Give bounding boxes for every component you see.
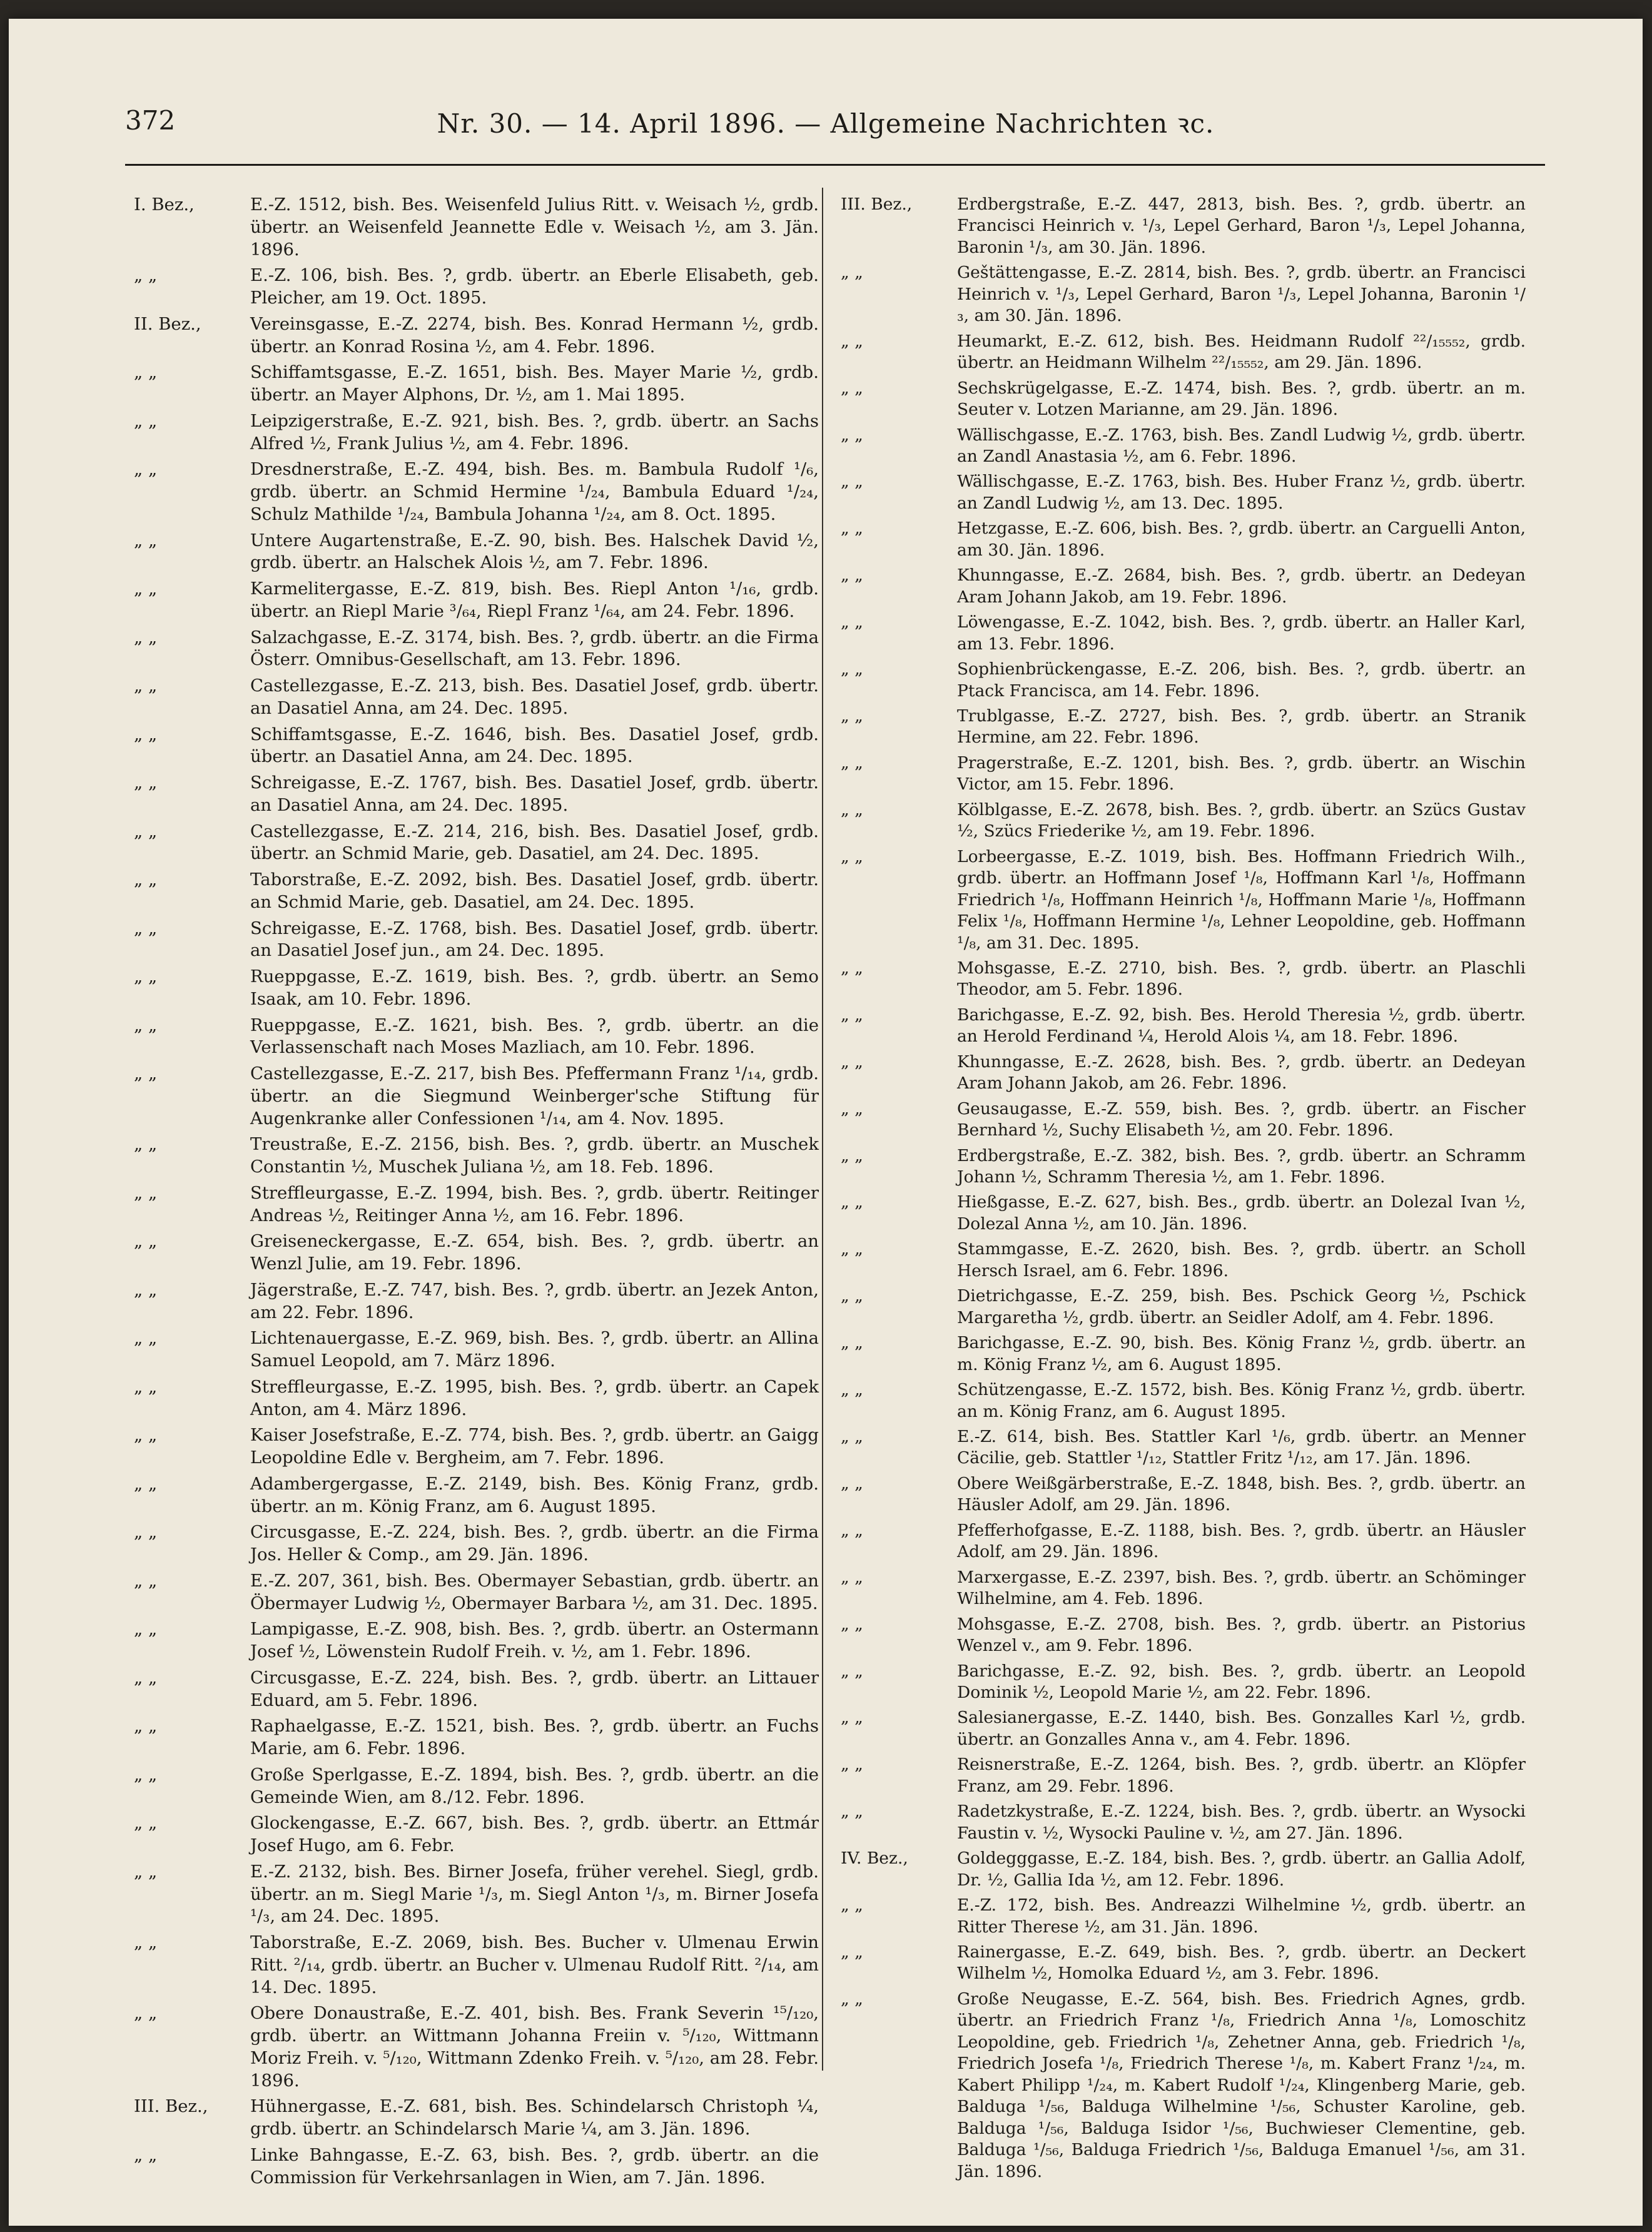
entry-text: Erdbergstraße, E.-Z. 382, bish. Bes. ?, grdb. übertr. an Schramm Johann ½, Schramm Theresia ½, am 1. Febr. 1896. — [957, 1145, 1526, 1187]
register-entry — [841, 1520, 1526, 1563]
header-rule — [125, 164, 1545, 166]
register-entry — [134, 2002, 819, 2092]
register-entry — [841, 471, 1526, 514]
register-entry — [841, 1286, 1526, 1329]
district-label: „ „ — [841, 519, 863, 539]
district-label: II. Bez., — [134, 313, 201, 334]
entry-text: E.-Z. 207, 361, bish. Bes. Obermayer Sebastian, grdb. übertr. an Öbermayer Ludwig ½, Obermayer Barbara ½, am 31. Dec. 1895. — [250, 1570, 819, 1613]
district-label: „ „ — [841, 566, 863, 586]
register-entry — [841, 1192, 1526, 1235]
district-label: „ „ — [134, 410, 158, 431]
register-entry — [841, 1848, 1526, 1891]
register-entry — [134, 1230, 819, 1276]
entry-text: Rainergasse, E.-Z. 649, bish. Bes. ?, grdb. übertr. an Deckert Wilhelm ½, Homolka Eduard ½, am 3. Febr. 1896. — [957, 1942, 1526, 1984]
entry-text: Trublgasse, E.-Z. 2727, bish. Bes. ?, grdb. übertr. an Stranik Hermine, am 22. Febr. 1896. — [957, 706, 1526, 748]
district-label: „ „ — [134, 530, 158, 550]
register-entry — [134, 1715, 819, 1760]
register-entry — [841, 1801, 1526, 1844]
entry-text: Barichgasse, E.-Z. 92, bish. Bes. Herold Theresia ½, grdb. übertr. an Herold Ferdinand ¼, Herold Alois ¼, am 18. Febr. 1896. — [957, 1005, 1526, 1047]
district-label: „ „ — [841, 1942, 863, 1962]
district-label: „ „ — [841, 958, 863, 978]
document-page — [9, 19, 1643, 2226]
district-label: „ „ — [134, 1376, 158, 1397]
register-entry — [134, 1279, 819, 1324]
entry-text: E.-Z. 172, bish. Bes. Andreazzi Wilhelmine ½, grdb. übertr. an Ritter Therese ½, am 31. Jän. 1896. — [957, 1895, 1526, 1937]
register-entry — [841, 1239, 1526, 1282]
register-entry — [841, 194, 1526, 258]
register-entry — [841, 799, 1526, 843]
district-label: „ „ — [134, 1764, 158, 1785]
entry-text: Marxergasse, E.-Z. 2397, bish. Bes. ?, grdb. übertr. an Schöminger Wilhelmine, am 4. Feb. 1896. — [957, 1567, 1526, 1609]
district-label: „ „ — [841, 753, 863, 773]
district-label: „ „ — [841, 263, 863, 283]
district-label: „ „ — [134, 1473, 158, 1494]
register-entry — [134, 1134, 819, 1179]
entry-text: Große Neugasse, E.-Z. 564, bish. Bes. Friedrich Agnes, grdb. übertr. an Friedrich Franz ¹/₈, Friedrich Anna ¹/₈, Lomoschitz Leopoldine, geb. Friedrich ¹/₈, Zehetner Anna, geb. Friedrich ¹/₈, Friedrich Josefa ¹/₈, Friedrich Therese ¹/₈, m. Kabert Franz ¹/₂₄, m. Kabert Philipp ¹/₂₄, m. Kabert Rudolf ¹/₂₄, Klingenberg Marie, geb. Balduga ¹/₅₆, Balduga Wilhelmine ¹/₅₆, Schuster Karoline, geb. Balduga ¹/₅₆, Balduga Isidor ¹/₅₆, Buchwieser Clementine, geb. Balduga ¹/₅₆, Balduga Friedrich ¹/₅₆, Balduga Emanuel ¹/₅₆, am 31. Jän. 1896. — [957, 1989, 1526, 2181]
district-label: „ „ — [134, 1063, 158, 1083]
entry-text: E.-Z. 1512, bish. Bes. Weisenfeld Julius Ritt. v. Weisach ½, grdb. übertr. an Weisenfeld Jeannette Edle v. Weisach ½, am 3. Jän. 1896. — [250, 195, 819, 260]
entry-text: Vereinsgasse, E.-Z. 2274, bish. Bes. Konrad Hermann ½, grdb. übertr. an Konrad Rosina ½, am 4. Febr. 1896. — [250, 313, 819, 357]
register-entry — [841, 378, 1526, 421]
entry-text: Dresdnerstraße, E.-Z. 494, bish. Bes. m. Bambula Rudolf ¹/₆, grdb. übertr. an Schmid Hermine ¹/₂₄, Bambula Eduard ¹/₂₄, Schulz Mathilde ¹/₂₄, Bambula Johanna ¹/₂₄, am 8. Oct. 1895. — [250, 459, 819, 524]
district-label: „ „ — [841, 846, 863, 866]
register-entry — [134, 1521, 819, 1566]
entry-text: Linke Bahngasse, E.-Z. 63, bish. Bes. ?, grdb. übertr. an die Commission für Verkehrsanlagen in Wien, am 7. Jän. 1896. — [250, 2144, 819, 2188]
district-label: „ „ — [134, 1279, 158, 1300]
entry-text: Castellezgasse, E.-Z. 213, bish. Bes. Dasatiel Josef, grdb. übertr. an Dasatiel Anna, am 24. Dec. 1895. — [250, 676, 819, 718]
district-label: „ „ — [134, 1522, 158, 1543]
entry-text: Radetzkystraße, E.-Z. 1224, bish. Bes. ?, grdb. übertr. an Wysocki Faustin v. ½, Wysocki Pauline v. ½, am 27. Jän. 1896. — [957, 1802, 1526, 1843]
register-entry — [134, 1327, 819, 1372]
register-entry — [841, 1661, 1526, 1704]
entry-text: Leipzigerstraße, E.-Z. 921, bish. Bes. ?, grdb. übertr. an Sachs Alfred ½, Frank Julius ½, am 4. Febr. 1896. — [250, 410, 819, 454]
register-entry — [134, 265, 819, 310]
entry-text: Pfefferhofgasse, E.-Z. 1188, bish. Bes. ?, grdb. übertr. an Häusler Adolf, am 29. Jän. 1896. — [957, 1520, 1526, 1562]
register-entry — [841, 425, 1526, 468]
register-entry — [841, 659, 1526, 702]
district-label: „ „ — [134, 1813, 158, 1834]
district-label: „ „ — [134, 459, 158, 480]
entry-text: Reisnerstraße, E.-Z. 1264, bish. Bes. ?, grdb. übertr. an Klöpfer Franz, am 29. Febr. 1896. — [957, 1755, 1526, 1796]
district-label: „ „ — [841, 1473, 863, 1493]
register-entry — [134, 2144, 819, 2189]
register-entry — [134, 1667, 819, 1712]
register-entry — [841, 1942, 1526, 1985]
district-label: „ „ — [134, 265, 158, 286]
entry-text: Wällischgasse, E.-Z. 1763, bish. Bes. Zandl Ludwig ½, grdb. übertr. an Zandl Anastasia ½, am 6. Febr. 1896. — [957, 425, 1526, 466]
register-entry — [841, 1614, 1526, 1657]
district-label: „ „ — [134, 1231, 158, 1252]
register-entry — [841, 1989, 1526, 2183]
register-entry — [841, 1005, 1526, 1048]
register-entry — [134, 1932, 819, 1999]
district-label: „ „ — [841, 1567, 863, 1587]
entry-text: Schreigasse, E.-Z. 1767, bish. Bes. Dasatiel Josef, grdb. übertr. an Dasatiel Anna, am 24. Dec. 1895. — [250, 773, 819, 815]
district-label: „ „ — [841, 1192, 863, 1212]
entry-text: Lorbeergasse, E.-Z. 1019, bish. Bes. Hoffmann Friedrich Wilh., grdb. übertr. an Hoffmann Josef ¹/₈, Hoffmann Karl ¹/₈, Hoffmann Friedrich ¹/₈, Hoffmann Heinrich ¹/₈, Hoffmann Marie ¹/₈, Hoffmann Felix ¹/₈, Hoffmann Hermine ¹/₈, Lehner Leopoldine, geb. Hoffmann ¹/₈, am 31. Dec. 1895. — [957, 846, 1526, 953]
district-label: „ „ — [841, 1755, 863, 1775]
district-label: „ „ — [841, 1520, 863, 1540]
entry-text: Hühnergasse, E.-Z. 681, bish. Bes. Schindelarsch Christoph ¼, grdb. übertr. an Schindelarsch Marie ¼, am 3. Jän. 1896. — [250, 2096, 819, 2139]
entry-text: Mohsgasse, E.-Z. 2708, bish. Bes. ?, grdb. übertr. an Pistorius Wenzel v., am 9. Febr. 1896. — [957, 1614, 1526, 1656]
register-entry — [134, 1812, 819, 1857]
right-column — [841, 194, 1526, 2186]
entry-text: Barichgasse, E.-Z. 92, bish. Bes. ?, grdb. übertr. an Leopold Dominik ½, Leopold Marie ½, am 22. Febr. 1896. — [957, 1661, 1526, 1702]
register-entry — [841, 331, 1526, 374]
entry-text: Castellezgasse, E.-Z. 217, bish Bes. Pfeffermann Franz ¹/₁₄, grdb. übertr. an die Siegmund Weinberger'sche Stiftung für Augenkranke aller Confessionen ¹/₁₄, am 4. Nov. 1895. — [250, 1063, 819, 1129]
register-entry — [841, 612, 1526, 655]
entry-text: Schiffamtsgasse, E.-Z. 1651, bish. Bes. Mayer Marie ½, grdb. übertr. an Mayer Alphons, Dr. ½, am 1. Mai 1895. — [250, 362, 819, 405]
entry-text: Hießgasse, E.-Z. 627, bish. Bes., grdb. übertr. an Dolezal Ivan ½, Dolezal Anna ½, am 10. Jän. 1896. — [957, 1192, 1526, 1234]
entry-text: Löwengasse, E.-Z. 1042, bish. Bes. ?, grdb. übertr. an Haller Karl, am 13. Febr. 1896. — [957, 612, 1526, 654]
district-label: „ „ — [134, 724, 158, 744]
register-entry — [841, 262, 1526, 327]
entry-text: Kölblgasse, E.-Z. 2678, bish. Bes. ?, grdb. übertr. an Szücs Gustav ½, Szücs Friederike ½, am 19. Febr. 1896. — [957, 799, 1526, 841]
entry-text: Taborstraße, E.-Z. 2069, bish. Bes. Bucher v. Ulmenau Erwin Ritt. ²/₁₄, grdb. übertr. an Bucher v. Ulmenau Rudolf Ritt. ²/₁₄, am 14. Dec. 1895. — [250, 1932, 819, 1997]
district-label: „ „ — [134, 821, 158, 841]
district-label: „ „ — [134, 1182, 158, 1203]
register-entry — [841, 1145, 1526, 1189]
district-label: „ „ — [841, 1286, 863, 1306]
register-entry — [841, 1707, 1526, 1750]
register-entry — [134, 966, 819, 1011]
register-entry — [134, 1015, 819, 1060]
district-label: „ „ — [841, 1661, 863, 1681]
district-label: „ „ — [134, 362, 158, 383]
district-label: „ „ — [134, 2003, 158, 2024]
district-label: „ „ — [841, 1427, 863, 1447]
register-entry — [841, 1098, 1526, 1142]
register-entry — [134, 410, 819, 455]
district-label: „ „ — [134, 1716, 158, 1737]
entry-text: Khunngasse, E.-Z. 2684, bish. Bes. ?, grdb. übertr. an Dedeyan Aram Johann Jakob, am 19. Febr. 1896. — [957, 566, 1526, 607]
register-entry — [841, 1052, 1526, 1095]
register-entry — [134, 1063, 819, 1130]
district-label: „ „ — [841, 612, 863, 632]
page-number: 372 — [125, 105, 176, 136]
entry-text: Schiffamtsgasse, E.-Z. 1646, bish. Bes. Dasatiel Josef, grdb. übertr. an Dasatiel Anna, am 24. Dec. 1895. — [250, 724, 819, 767]
register-entry — [841, 565, 1526, 608]
district-label: „ „ — [134, 773, 158, 793]
register-entry — [134, 772, 819, 817]
register-entry — [841, 706, 1526, 749]
entry-text: Rueppgasse, E.-Z. 1621, bish. Bes. ?, grdb. übertr. an die Verlassenschaft nach Moses Mazliach, am 10. Febr. 1896. — [250, 1015, 819, 1058]
register-entry — [134, 578, 819, 623]
district-label: „ „ — [841, 1005, 863, 1025]
district-label: „ „ — [134, 627, 158, 647]
entry-text: Raphaelgasse, E.-Z. 1521, bish. Bes. ?, grdb. übertr. an Fuchs Marie, am 6. Febr. 1896. — [250, 1716, 819, 1758]
entry-text: Sechskrügelgasse, E.-Z. 1474, bish. Bes. ?, grdb. übertr. an m. Seuter v. Lotzen Marianne, am 29. Jän. 1896. — [957, 378, 1526, 420]
entry-text: Geštättengasse, E.-Z. 2814, bish. Bes. ?, grdb. übertr. an Francisci Heinrich v. ¹/₃, Lepel Gerhard, Baron ¹/₃, Lepel Johanna, Baronin ¹/₃, am 30. Jän. 1896. — [957, 263, 1526, 326]
entry-text: Circusgasse, E.-Z. 224, bish. Bes. ?, grdb. übertr. an Littauer Eduard, am 5. Febr. 1896. — [250, 1667, 819, 1710]
entry-text: Streffleurgasse, E.-Z. 1995, bish. Bes. ?, grdb. übertr. an Capek Anton, am 4. März 1896. — [250, 1376, 819, 1419]
district-label: „ „ — [134, 1570, 158, 1591]
district-label: „ „ — [134, 579, 158, 599]
register-entry — [841, 1473, 1526, 1516]
district-label: „ „ — [841, 1989, 863, 2009]
register-entry — [841, 1426, 1526, 1469]
entry-text: Circusgasse, E.-Z. 224, bish. Bes. ?, grdb. übertr. an die Firma Jos. Heller & Comp., am 29. Jän. 1896. — [250, 1522, 819, 1565]
entry-text: Stammgasse, E.-Z. 2620, bish. Bes. ?, grdb. übertr. an Scholl Hersch Israel, am 6. Febr. 1896. — [957, 1239, 1526, 1281]
district-label: „ „ — [134, 1667, 158, 1688]
entry-text: Rueppgasse, E.-Z. 1619, bish. Bes. ?, grdb. übertr. an Semo Isaak, am 10. Febr. 1896. — [250, 966, 819, 1009]
district-label: „ „ — [134, 870, 158, 890]
register-entry — [134, 1764, 819, 1809]
register-entry — [134, 1570, 819, 1615]
district-label: „ „ — [841, 472, 863, 492]
district-label: „ „ — [841, 1708, 863, 1728]
district-label: „ „ — [841, 1052, 863, 1072]
district-label: „ „ — [841, 1802, 863, 1822]
entry-text: Schützengasse, E.-Z. 1572, bish. Bes. König Franz ½, grdb. übertr. an m. König Franz, am 6. August 1895. — [957, 1380, 1526, 1421]
entry-text: Obere Donaustraße, E.-Z. 401, bish. Bes. Frank Severin ¹⁵/₁₂₀, grdb. übertr. an Wittmann Johanna Freiin v. ⁵/₁₂₀, Wittmann Moriz Freih. v. ⁵/₁₂₀, Wittmann Zdenko Freih. v. ⁵/₁₂₀, am 28. Febr. 1896. — [250, 2003, 819, 2091]
register-entry — [841, 1895, 1526, 1938]
entry-text: Schreigasse, E.-Z. 1768, bish. Bes. Dasatiel Josef, grdb. übertr. an Dasatiel Josef jun., am 24. Dec. 1895. — [250, 918, 819, 961]
register-entry — [134, 530, 819, 575]
register-entry — [841, 846, 1526, 954]
register-entry — [134, 1861, 819, 1928]
entry-text: Karmelitergasse, E.-Z. 819, bish. Bes. Riepl Anton ¹/₁₆, grdb. übertr. an Riepl Marie ³/₆₄, Riepl Franz ¹/₆₄, am 24. Febr. 1896. — [250, 579, 819, 621]
district-label: III. Bez., — [134, 2096, 208, 2117]
register-entry — [841, 958, 1526, 1001]
register-entry — [134, 869, 819, 914]
district-label: „ „ — [134, 966, 158, 987]
entry-text: Wällischgasse, E.-Z. 1763, bish. Bes. Huber Franz ½, grdb. übertr. an Zandl Ludwig ½, am 13. Dec. 1895. — [957, 472, 1526, 513]
entry-text: Lampigasse, E.-Z. 908, bish. Bes. ?, grdb. übertr. an Ostermann Josef ½, Löwenstein Rudolf Freih. v. ½, am 1. Febr. 1896. — [250, 1619, 819, 1661]
district-label: „ „ — [134, 918, 158, 938]
register-entry — [134, 313, 819, 358]
register-entry — [134, 821, 819, 866]
page-header — [9, 105, 1643, 143]
district-label: „ „ — [134, 1134, 158, 1155]
entry-text: E.-Z. 2132, bish. Bes. Birner Josefa, früher verehel. Siegl, grdb. übertr. an m. Siegl Marie ¹/₃, m. Siegl Anton ¹/₃, m. Birner Josefa ¹/₃, am 24. Dec. 1895. — [250, 1861, 819, 1927]
register-entry — [134, 1376, 819, 1421]
district-label: „ „ — [134, 1619, 158, 1640]
entry-text: Khunngasse, E.-Z. 2628, bish. Bes. ?, grdb. übertr. an Dedeyan Aram Johann Jakob, am 26. Febr. 1896. — [957, 1052, 1526, 1093]
entry-text: Treustraße, E.-Z. 2156, bish. Bes. ?, grdb. übertr. an Muschek Constantin ½, Muschek Juliana ½, am 18. Feb. 1896. — [250, 1134, 819, 1177]
district-label: „ „ — [841, 1098, 863, 1119]
district-label: „ „ — [841, 1614, 863, 1634]
district-label: „ „ — [134, 2144, 158, 2165]
register-entry — [841, 1332, 1526, 1376]
district-label: „ „ — [134, 1015, 158, 1035]
register-entry — [134, 724, 819, 769]
entry-text: Salzachgasse, E.-Z. 3174, bish. Bes. ?, grdb. übertr. an die Firma Österr. Omnibus-Gesellschaft, am 13. Febr. 1896. — [250, 627, 819, 670]
district-label: „ „ — [841, 1145, 863, 1165]
district-label: „ „ — [134, 1425, 158, 1446]
entry-text: Salesianergasse, E.-Z. 1440, bish. Bes. Gonzalles Karl ½, grdb. übertr. an Gonzalles Anna v., am 4. Febr. 1896. — [957, 1708, 1526, 1749]
district-label: I. Bez., — [134, 195, 195, 215]
running-title: Nr. 30. — 14. April 1896. — Allgemeine Nachrichten ꝛc. — [437, 108, 1215, 139]
entry-text: Sophienbrückengasse, E.-Z. 206, bish. Bes. ?, grdb. übertr. an Ptack Francisca, am 14. Febr. 1896. — [957, 659, 1526, 701]
district-label: „ „ — [841, 1333, 863, 1353]
register-entry — [134, 362, 819, 407]
district-label: „ „ — [841, 706, 863, 726]
entry-text: E.-Z. 106, bish. Bes. ?, grdb. übertr. an Eberle Elisabeth, geb. Pleicher, am 19. Oct. 1895. — [250, 265, 819, 308]
entry-text: Mohsgasse, E.-Z. 2710, bish. Bes. ?, grdb. übertr. an Plaschli Theodor, am 5. Febr. 1896. — [957, 958, 1526, 1000]
district-label: III. Bez., — [841, 195, 913, 214]
district-label: „ „ — [841, 1895, 863, 1915]
entry-text: Adambergergasse, E.-Z. 2149, bish. Bes. König Franz, grdb. übertr. an m. König Franz, am 6. August 1895. — [250, 1473, 819, 1516]
register-entry — [134, 2096, 819, 2141]
entry-text: Pragerstraße, E.-Z. 1201, bish. Bes. ?, grdb. übertr. an Wischin Victor, am 15. Febr. 1896. — [957, 753, 1526, 794]
district-label: „ „ — [134, 1861, 158, 1882]
left-column — [134, 194, 819, 2193]
district-label: „ „ — [841, 1239, 863, 1259]
register-entry — [134, 675, 819, 720]
entry-text: Barichgasse, E.-Z. 90, bish. Bes. König Franz ½, grdb. übertr. an m. König Franz ½, am 6. August 1895. — [957, 1333, 1526, 1374]
entry-text: Große Sperlgasse, E.-Z. 1894, bish. Bes. ?, grdb. übertr. an die Gemeinde Wien, am 8./12. Febr. 1896. — [250, 1764, 819, 1807]
entry-text: Jägerstraße, E.-Z. 747, bish. Bes. ?, grdb. übertr. an Jezek Anton, am 22. Febr. 1896. — [250, 1279, 819, 1322]
register-entry — [841, 1754, 1526, 1797]
entry-text: Obere Weißgärberstraße, E.-Z. 1848, bish. Bes. ?, grdb. übertr. an Häusler Adolf, am 29. Jän. 1896. — [957, 1473, 1526, 1515]
register-entry — [134, 459, 819, 525]
register-entry — [841, 518, 1526, 561]
entry-text: Goldegggasse, E.-Z. 184, bish. Bes. ?, grdb. übertr. an Gallia Adolf, Dr. ½, Gallia Ida ½, am 12. Febr. 1896. — [957, 1849, 1526, 1890]
district-label: „ „ — [134, 1932, 158, 1952]
entry-text: Kaiser Josefstraße, E.-Z. 774, bish. Bes. ?, grdb. übertr. an Gaigg Leopoldine Edle v. Bergheim, am 7. Febr. 1896. — [250, 1425, 819, 1468]
district-label: IV. Bez., — [841, 1849, 908, 1869]
district-label: „ „ — [841, 1380, 863, 1400]
district-label: „ „ — [841, 378, 863, 398]
district-label: „ „ — [841, 425, 863, 445]
district-label: „ „ — [841, 331, 863, 351]
entry-text: Streffleurgasse, E.-Z. 1994, bish. Bes. ?, grdb. übertr. Reitinger Andreas ½, Reitinger Anna ½, am 16. Febr. 1896. — [250, 1182, 819, 1225]
register-entry — [134, 1618, 819, 1663]
register-entry — [841, 753, 1526, 796]
entry-text: Dietrichgasse, E.-Z. 259, bish. Bes. Pschick Georg ½, Pschick Margaretha ½, grdb. übertr. an Seidler Adolf, am 4. Febr. 1896. — [957, 1286, 1526, 1327]
register-entry — [134, 627, 819, 672]
district-label: „ „ — [134, 1328, 158, 1349]
register-entry — [134, 918, 819, 963]
entry-text: Lichtenauergasse, E.-Z. 969, bish. Bes. ?, grdb. übertr. an Allina Samuel Leopold, am 7. März 1896. — [250, 1328, 819, 1371]
register-entry — [841, 1567, 1526, 1610]
entry-text: Taborstraße, E.-Z. 2092, bish. Bes. Dasatiel Josef, grdb. übertr. an Schmid Marie, geb. Dasatiel, am 24. Dec. 1895. — [250, 870, 819, 912]
entry-text: Castellezgasse, E.-Z. 214, 216, bish. Bes. Dasatiel Josef, grdb. übertr. an Schmid Marie, geb. Dasatiel, am 24. Dec. 1895. — [250, 821, 819, 864]
district-label: „ „ — [134, 676, 158, 696]
entry-text: E.-Z. 614, bish. Bes. Stattler Karl ¹/₆, grdb. übertr. an Menner Cäcilie, geb. Stattler ¹/₁₂, Stattler Fritz ¹/₁₂, am 17. Jän. 1896. — [957, 1427, 1526, 1468]
entry-text: Geusaugasse, E.-Z. 559, bish. Bes. ?, grdb. übertr. an Fischer Bernhard ½, Suchy Elisabeth ½, am 20. Febr. 1896. — [957, 1098, 1526, 1140]
entry-text: Hetzgasse, E.-Z. 606, bish. Bes. ?, grdb. übertr. an Carguelli Anton, am 30. Jän. 1896. — [957, 519, 1526, 560]
register-entry — [134, 1473, 819, 1518]
entry-text: Untere Augartenstraße, E.-Z. 90, bish. Bes. Halschek David ½, grdb. übertr. an Halschek Alois ½, am 7. Febr. 1896. — [250, 530, 819, 573]
register-entry — [841, 1379, 1526, 1423]
column-divider — [822, 188, 823, 2071]
district-label: „ „ — [841, 799, 863, 819]
register-entry — [134, 194, 819, 261]
entry-text: Heumarkt, E.-Z. 612, bish. Bes. Heidmann Rudolf ²²/₁₅₅₅₂, grdb. übertr. an Heidmann Wilhelm ²²/₁₅₅₅₂, am 29. Jän. 1896. — [957, 331, 1526, 373]
register-entry — [134, 1182, 819, 1227]
register-entry — [134, 1424, 819, 1469]
district-label: „ „ — [841, 659, 863, 679]
entry-text: Erdbergstraße, E.-Z. 447, 2813, bish. Bes. ?, grdb. übertr. an Francisci Heinrich v. ¹/₃, Lepel Gerhard, Baron ¹/₃, Lepel Johanna, Baronin ¹/₃, am 30. Jän. 1896. — [957, 195, 1526, 257]
entry-text: Greiseneckergasse, E.-Z. 654, bish. Bes. ?, grdb. übertr. an Wenzl Julie, am 19. Febr. 1896. — [250, 1231, 819, 1274]
entry-text: Glockengasse, E.-Z. 667, bish. Bes. ?, grdb. übertr. an Ettmár Josef Hugo, am 6. Febr. — [250, 1813, 819, 1855]
